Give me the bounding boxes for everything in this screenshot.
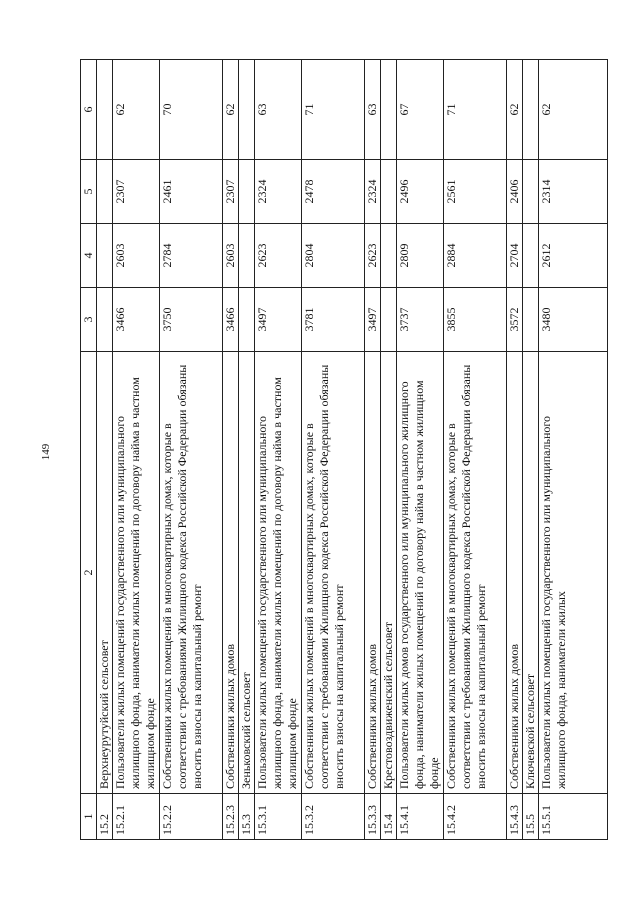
table-row	[539, 60, 608, 840]
row-code: 15.3.2	[302, 794, 365, 840]
table-row	[365, 60, 381, 840]
row-code: 15.2.1	[113, 794, 160, 840]
row-code: 15.3	[239, 794, 255, 840]
cell-col4	[523, 224, 539, 288]
cell-col3: 3855	[444, 288, 507, 352]
column-header: 3	[81, 288, 97, 352]
cell-col5	[97, 160, 113, 224]
header-row	[81, 60, 97, 840]
cell-col5: 2561	[444, 160, 507, 224]
column-header: 4	[81, 224, 97, 288]
cell-col4: 2784	[160, 224, 223, 288]
cell-col4: 2612	[539, 224, 608, 288]
row-name: Ключевской сельсовет	[523, 352, 539, 794]
row-name: Собственники жилых помещений в многоквартирных домах, которые в соответствии с требованиями Жилищного кодекса Российской Федерации обязаны вносить взносы на капитальный ремонт	[302, 352, 365, 794]
cell-col6: 62	[507, 60, 523, 160]
cell-col6	[381, 60, 397, 160]
cell-col3: 3466	[223, 288, 239, 352]
row-name: Пользователи жилых помещений государственного или муниципального жилищного фонда, наниматели жилых помещений по договору найма в частном жилищном фонде	[113, 352, 160, 794]
cell-col5	[381, 160, 397, 224]
cell-col6	[523, 60, 539, 160]
cell-col5	[239, 160, 255, 224]
column-header: 2	[81, 352, 97, 794]
row-name: Крестовоздвиженский сельсовет	[381, 352, 397, 794]
table-row	[255, 60, 302, 840]
rotated-table-container	[80, 60, 608, 840]
cell-col3: 3750	[160, 288, 223, 352]
cell-col5: 2314	[539, 160, 608, 224]
row-name: Пользователи жилых помещений государственного или муниципального жилищного фонда, наниматели жилых	[539, 352, 608, 794]
table-row	[444, 60, 507, 840]
row-name: Пользователи жилых домов государственного или муниципального жилищного фонда, наниматели жилых помещений по договору найма в частном жилищном фонде	[397, 352, 444, 794]
cell-col6: 71	[444, 60, 507, 160]
cell-col3: 3781	[302, 288, 365, 352]
row-name: Верхнеурутуйский сельсовет	[97, 352, 113, 794]
cell-col4: 2603	[113, 224, 160, 288]
cell-col6: 63	[365, 60, 381, 160]
cell-col5: 2324	[365, 160, 381, 224]
cell-col5: 2496	[397, 160, 444, 224]
row-name: Собственники жилых домов	[507, 352, 523, 794]
row-code: 15.4	[381, 794, 397, 840]
row-code: 15.2.2	[160, 794, 223, 840]
column-header: 6	[81, 60, 97, 160]
cell-col4: 2623	[365, 224, 381, 288]
cell-col4	[97, 224, 113, 288]
cell-col4: 2623	[255, 224, 302, 288]
row-code: 15.5	[523, 794, 539, 840]
cell-col6: 71	[302, 60, 365, 160]
cell-col5: 2461	[160, 160, 223, 224]
cell-col4: 2603	[223, 224, 239, 288]
row-name: Пользователи жилых помещений государственного или муниципального жилищного фонда, наниматели жилых помещений по договору найма в частном жилищном фонде	[255, 352, 302, 794]
row-code: 15.5.1	[539, 794, 608, 840]
cell-col3	[97, 288, 113, 352]
cell-col3: 3572	[507, 288, 523, 352]
column-header: 1	[81, 794, 97, 840]
tariff-table	[80, 59, 608, 840]
row-name: Собственники жилых домов	[223, 352, 239, 794]
row-code: 15.4.2	[444, 794, 507, 840]
cell-col5: 2324	[255, 160, 302, 224]
cell-col3	[381, 288, 397, 352]
cell-col4: 2809	[397, 224, 444, 288]
page-number: 149	[40, 443, 52, 461]
cell-col6	[239, 60, 255, 160]
table-row	[302, 60, 365, 840]
cell-col6: 62	[113, 60, 160, 160]
cell-col4	[381, 224, 397, 288]
row-code: 15.4.1	[397, 794, 444, 840]
cell-col4: 2804	[302, 224, 365, 288]
table-row	[223, 60, 239, 840]
cell-col3: 3497	[255, 288, 302, 352]
table-row	[113, 60, 160, 840]
cell-col6: 62	[539, 60, 608, 160]
table-row	[523, 60, 539, 840]
cell-col6: 63	[255, 60, 302, 160]
cell-col5: 2478	[302, 160, 365, 224]
cell-col6: 62	[223, 60, 239, 160]
column-header: 5	[81, 160, 97, 224]
cell-col3: 3466	[113, 288, 160, 352]
row-name: Зеньковский сельсовет	[239, 352, 255, 794]
cell-col5: 2307	[113, 160, 160, 224]
cell-col5: 2406	[507, 160, 523, 224]
row-code: 15.3.3	[365, 794, 381, 840]
row-name: Собственники жилых помещений в многоквартирных домах, которые в соответствии с требованиями Жилищного кодекса Российской Федерации обязаны вносить взносы на капитальный ремонт	[444, 352, 507, 794]
cell-col4	[239, 224, 255, 288]
row-name: Собственники жилых домов	[365, 352, 381, 794]
cell-col3: 3480	[539, 288, 608, 352]
table-row	[160, 60, 223, 840]
table-row	[381, 60, 397, 840]
table-row	[507, 60, 523, 840]
cell-col3	[239, 288, 255, 352]
table-row	[239, 60, 255, 840]
cell-col3: 3497	[365, 288, 381, 352]
cell-col6	[97, 60, 113, 160]
cell-col4: 2884	[444, 224, 507, 288]
row-name: Собственники жилых помещений в многоквартирных домах, которые в соответствии с требованиями Жилищного кодекса Российской Федерации обязаны вносить взносы на капитальный ремонт	[160, 352, 223, 794]
row-code: 15.3.1	[255, 794, 302, 840]
cell-col5	[523, 160, 539, 224]
cell-col4: 2704	[507, 224, 523, 288]
row-code: 15.4.3	[507, 794, 523, 840]
cell-col5: 2307	[223, 160, 239, 224]
cell-col3	[523, 288, 539, 352]
cell-col6: 67	[397, 60, 444, 160]
cell-col6: 70	[160, 60, 223, 160]
table-row	[97, 60, 113, 840]
row-code: 15.2.3	[223, 794, 239, 840]
cell-col3: 3737	[397, 288, 444, 352]
table-row	[397, 60, 444, 840]
row-code: 15.2	[97, 794, 113, 840]
